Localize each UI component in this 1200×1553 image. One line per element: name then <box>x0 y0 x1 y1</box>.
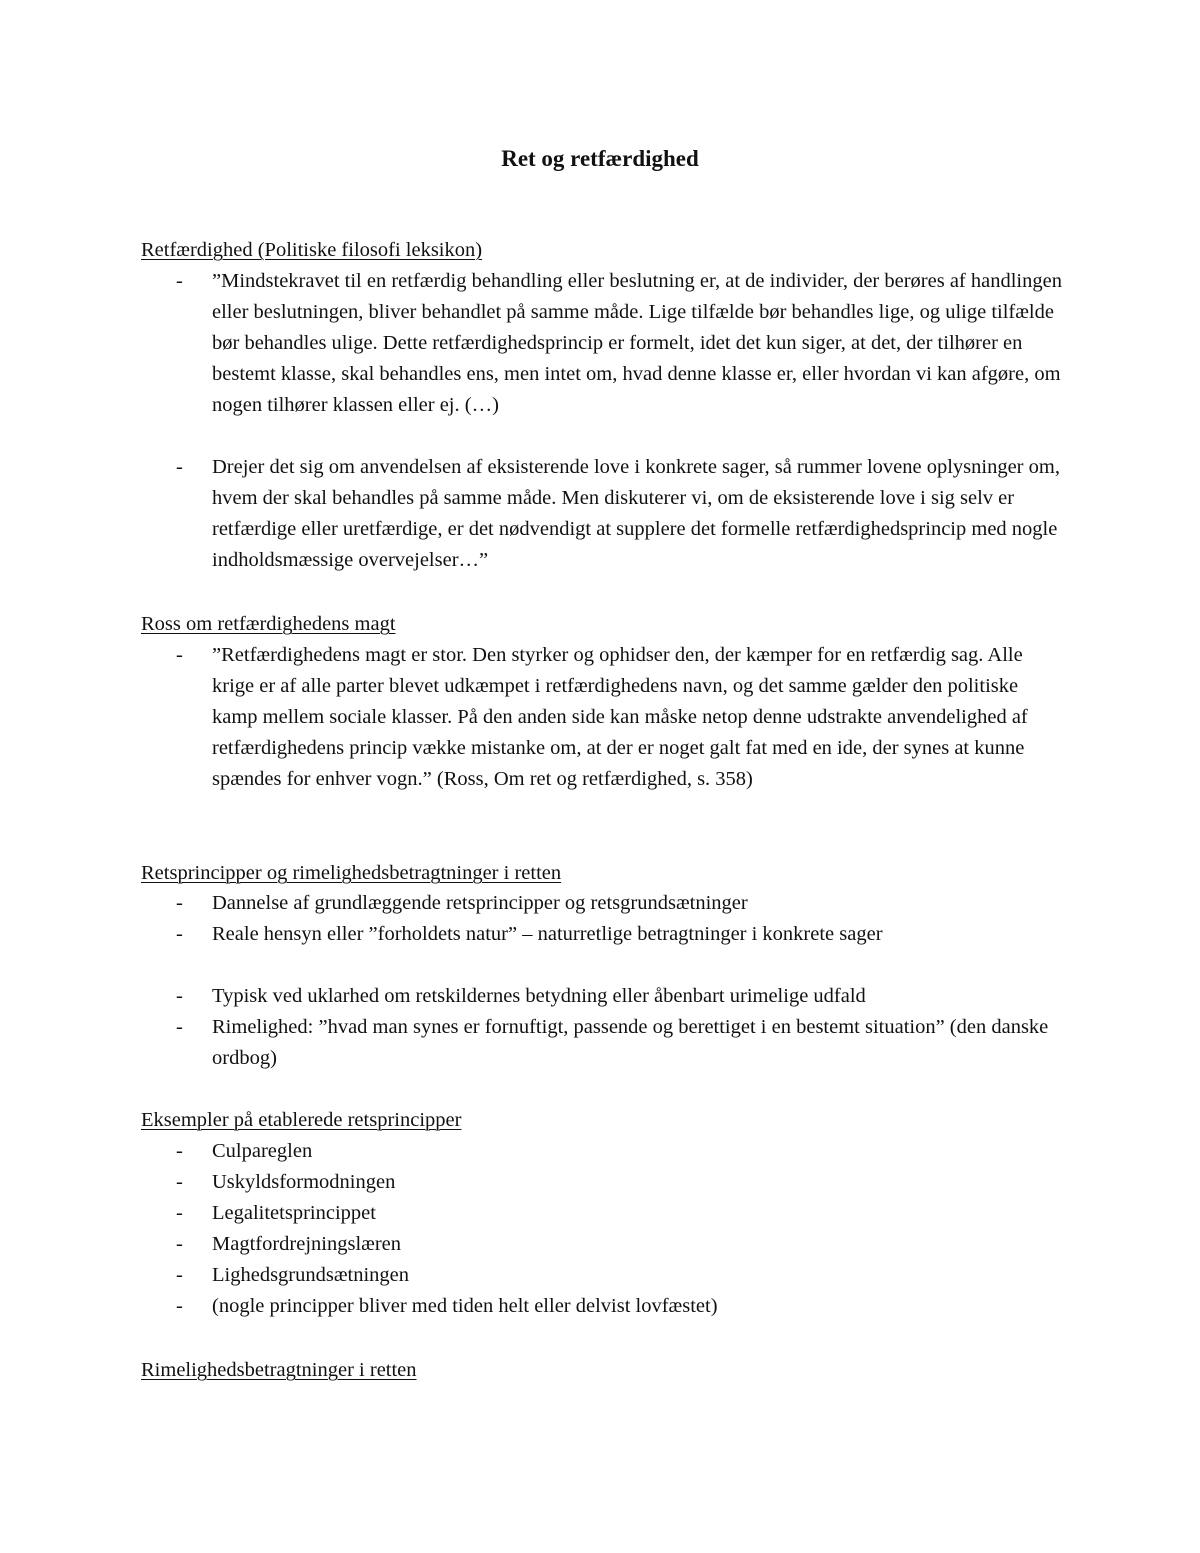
bullet-item <box>176 1167 1066 1198</box>
bullet-text: Culpareglen <box>212 1140 313 1162</box>
bullet-text: ”Mindstekravet til en retfærdig behandling eller beslutning er, at de individer, der berøres af handlingen eller beslutningen, bliver behandlet på samme måde. Lige tilfælde bør behandles lige, og ulige tilfælde bør behandles ulige. Dette retfærdighedsprincip er formelt, idet det kun siger, at det, der tilhører en bestemt klasse, skal behandles ens, men intet om, hvad denne klasse er, eller hvordan vi kan afgøre, om nogen tilhører klassen eller ej. (…) <box>212 270 1062 416</box>
bullet-dash: - <box>176 1016 183 1038</box>
bullet-item <box>176 452 1066 576</box>
document-title: Ret og retfærdighed <box>501 146 699 171</box>
bullet-text: (nogle principper bliver med tiden helt eller delvist lovfæstet) <box>212 1295 718 1317</box>
bullet-text: Lighedsgrundsætningen <box>212 1264 410 1286</box>
bullet-dash: - <box>176 1264 183 1286</box>
bullet-item <box>176 919 1066 950</box>
bullet-item <box>176 1198 1066 1229</box>
section-heading: Ross om retfærdighedens magt <box>141 613 396 635</box>
section-heading: Eksempler på etablerede retsprincipper <box>141 1109 462 1131</box>
bullet-dash: - <box>176 1171 183 1193</box>
bullet-dash: - <box>176 985 183 1007</box>
bullet-item <box>176 1229 1066 1260</box>
bullet-item <box>176 1260 1066 1291</box>
bullet-dash: - <box>176 1233 183 1255</box>
bullet-item <box>176 266 1066 421</box>
section-heading: Retfærdighed (Politiske filosofi leksikon) <box>141 239 483 261</box>
bullet-dash: - <box>176 923 183 945</box>
bullet-text: Magtfordrejningslæren <box>212 1233 402 1255</box>
section-heading: Retsprincipper og rimelighedsbetragtninger i retten <box>141 862 562 884</box>
bullet-item <box>176 888 1066 919</box>
bullet-text: ”Retfærdighedens magt er stor. Den styrker og ophidser den, der kæmper for en retfærdig sag. Alle krige er af alle parter blevet udkæmpet i retfærdighedens navn, og det samme gælder den politiske kamp mellem sociale klasser. På den anden side kan måske netop denne udstrakte anvendelighed af retfærdighedens princip vække mistanke om, at der er noget galt fat med en ide, der synes at kunne spændes for enhver vogn.” (Ross, Om ret og retfærdighed, s. 358) <box>212 644 1028 790</box>
bullet-text: Legalitetsprincippet <box>212 1202 376 1224</box>
bullet-text: Drejer det sig om anvendelsen af eksisterende love i konkrete sager, så rummer lovene oplysninger om, hvem der skal behandles på samme måde. Men diskuterer vi, om de eksisterende love i sig selv er retfærdige eller uretfærdige, er det nødvendigt at supplere det formelle retfærdighedsprincip med nogle indholdsmæssige overvejelser…” <box>212 456 1060 571</box>
bullet-dash: - <box>176 1202 183 1224</box>
bullet-item <box>176 1012 1066 1074</box>
bullet-dash: - <box>176 1295 183 1317</box>
bullet-item <box>176 1291 1066 1322</box>
section-heading: Rimelighedsbetragtninger i retten <box>141 1359 417 1381</box>
bullet-text: Reale hensyn eller ”forholdets natur” – naturretlige betragtninger i konkrete sager <box>212 923 883 945</box>
bullet-text: Rimelighed: ”hvad man synes er fornuftigt, passende og berettiget i en bestemt situation” (den danske ordbog) <box>212 1016 1049 1069</box>
bullet-text: Typisk ved uklarhed om retskildernes betydning eller åbenbart urimelige udfald <box>212 985 866 1007</box>
bullet-item <box>176 981 1066 1012</box>
bullet-dash: - <box>176 1140 183 1162</box>
bullet-dash: - <box>176 270 183 292</box>
bullet-text: Uskyldsformodningen <box>212 1171 396 1193</box>
bullet-dash: - <box>176 892 183 914</box>
bullet-dash: - <box>176 644 183 666</box>
bullet-item <box>176 1136 1066 1167</box>
bullet-item <box>176 640 1066 795</box>
bullet-dash: - <box>176 456 183 478</box>
bullet-text: Dannelse af grundlæggende retsprincipper og retsgrundsætninger <box>212 892 748 914</box>
